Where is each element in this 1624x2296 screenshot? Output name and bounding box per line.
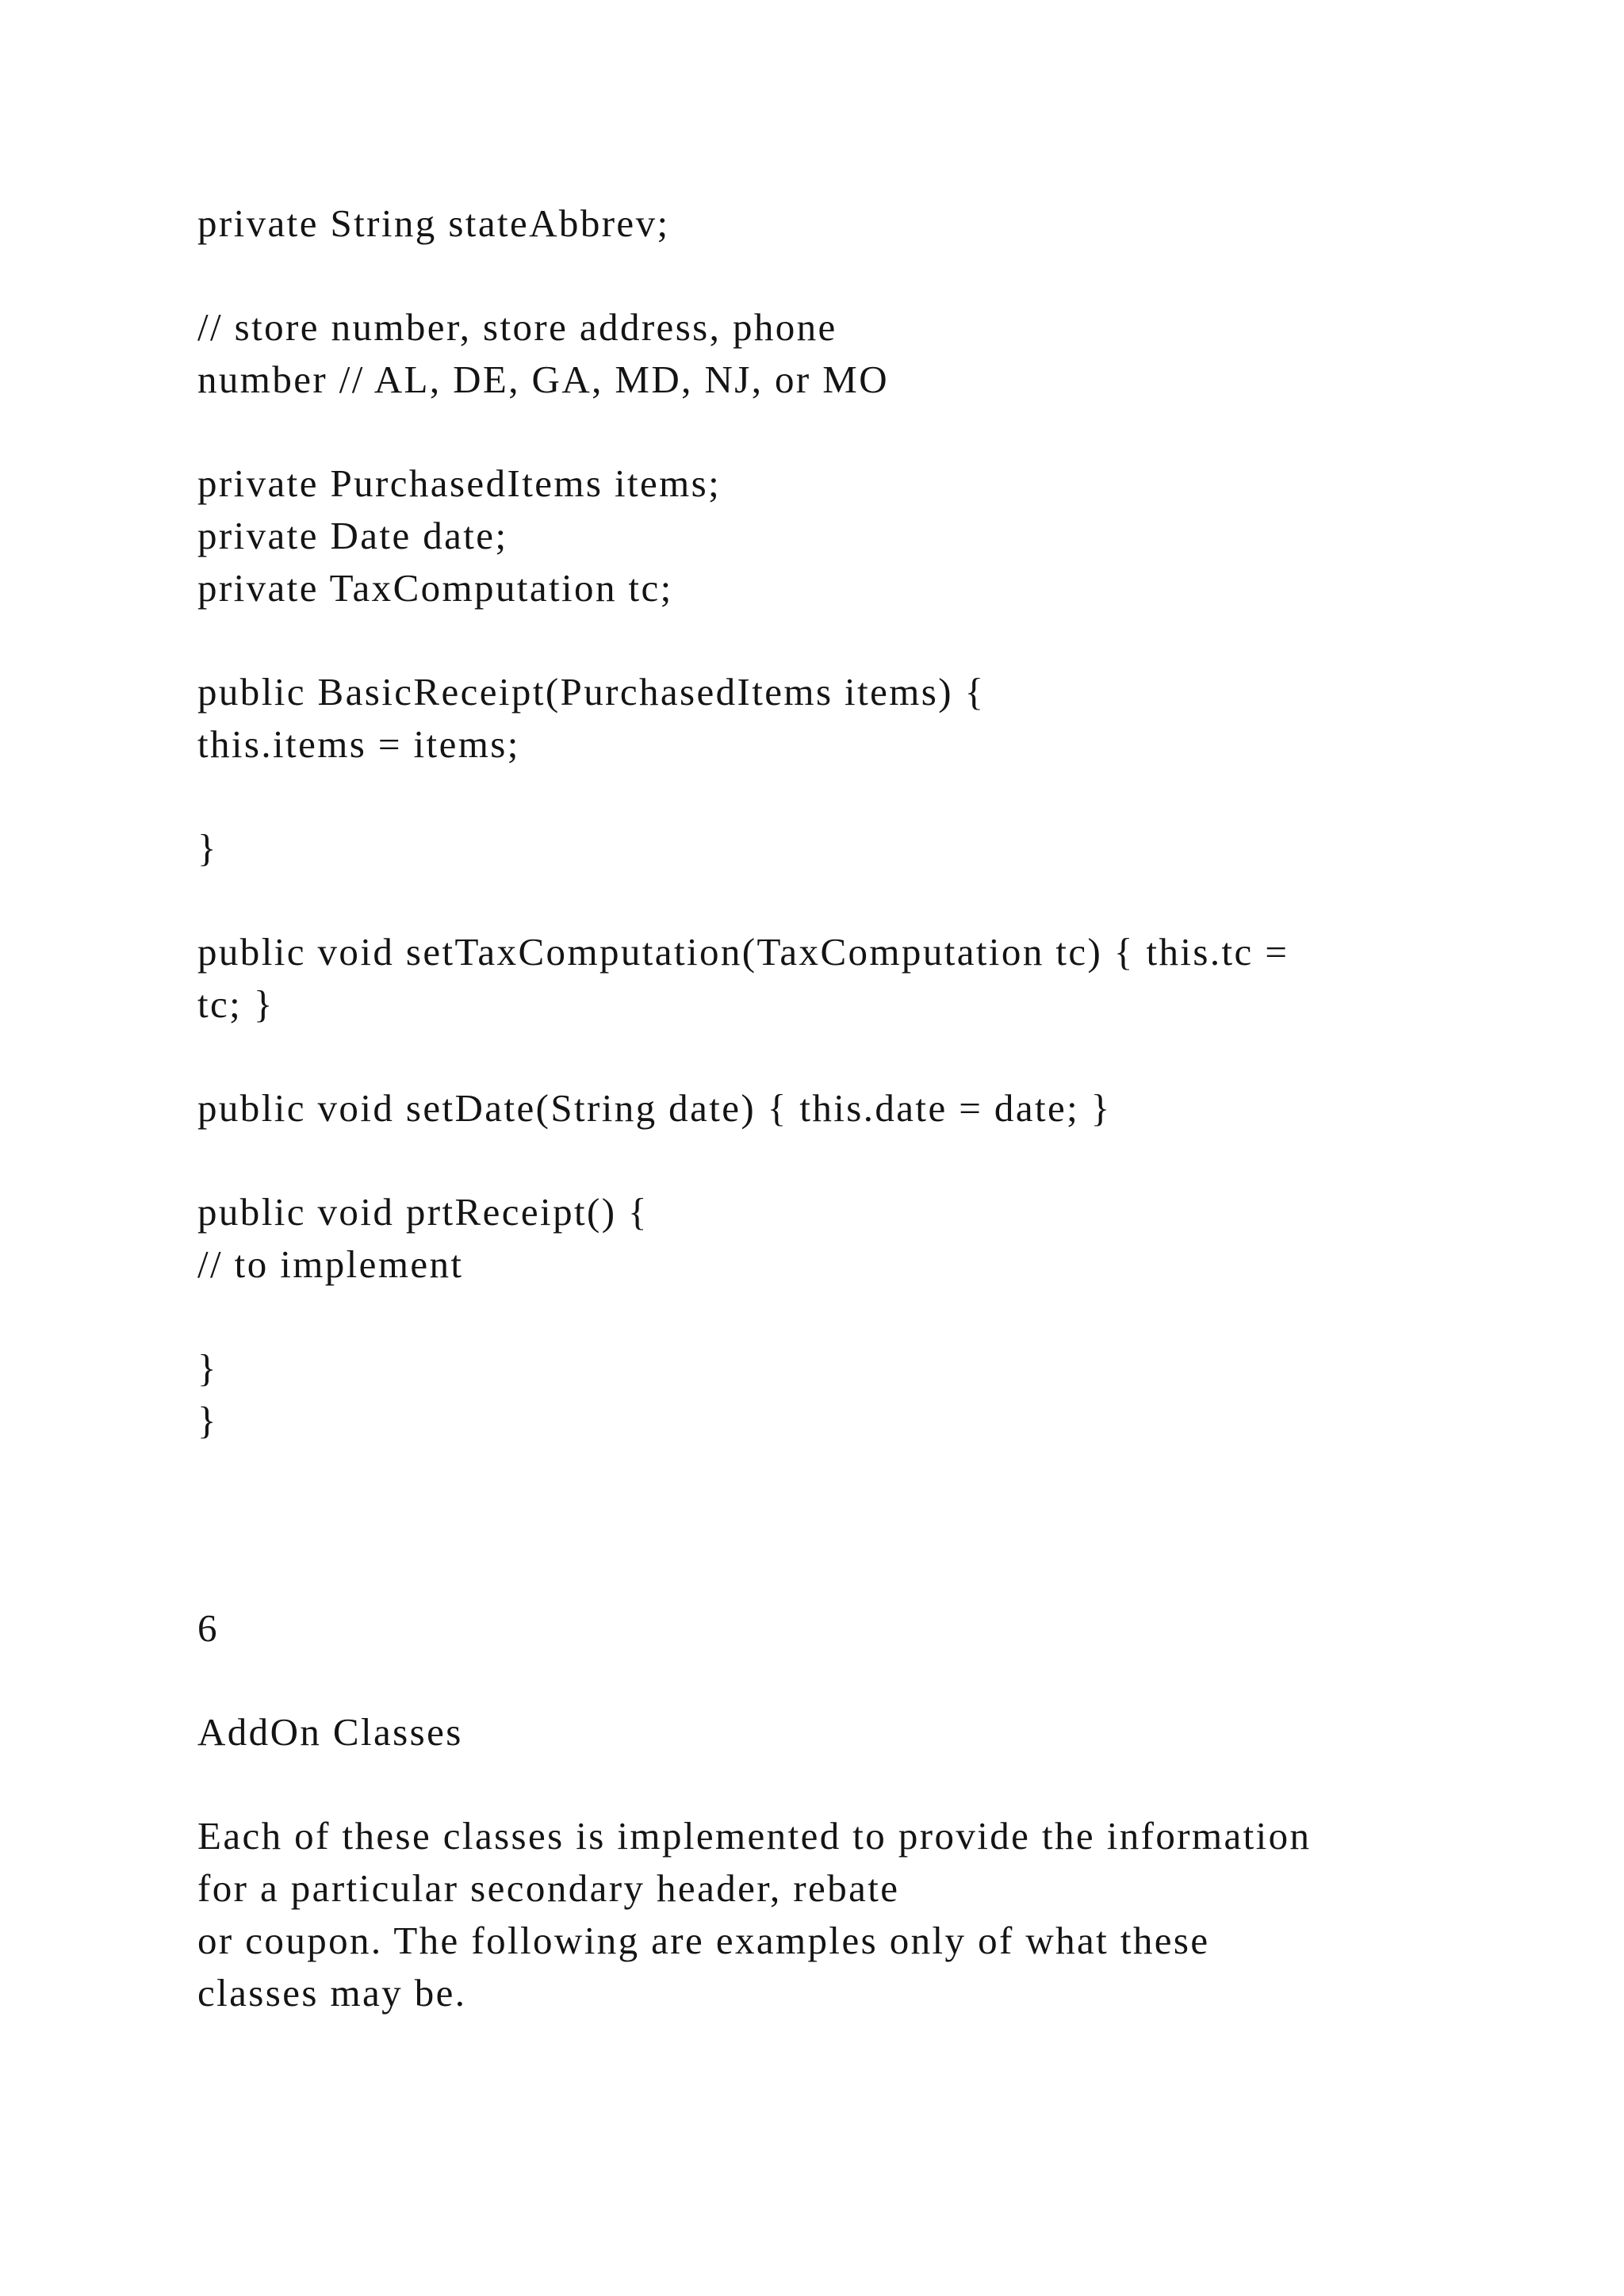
code-comment-store-info: // store number, store address, phone bbox=[197, 305, 837, 349]
code-comment-to-implement: // to implement bbox=[197, 1242, 464, 1286]
code-line-close-brace: } bbox=[197, 1399, 218, 1442]
code-line-state-abbrev: private String stateAbbrev; bbox=[197, 201, 670, 245]
code-line-prt-receipt: public void prtReceipt() { bbox=[197, 1190, 649, 1234]
body-paragraph-line: or coupon. The following are examples only of what these bbox=[197, 1919, 1210, 1962]
code-line-constructor: public BasicReceipt(PurchasedItems items) { bbox=[197, 670, 986, 714]
code-line-close-brace: } bbox=[197, 826, 218, 870]
code-line-tc-field: private TaxComputation tc; bbox=[197, 566, 673, 610]
code-line-set-tax-computation-cont: tc; } bbox=[197, 982, 274, 1026]
body-paragraph-line: Each of these classes is implemented to provide the information bbox=[197, 1814, 1312, 1858]
code-line-items-field: private PurchasedItems items; bbox=[197, 461, 722, 505]
code-line-assign-items: this.items = items; bbox=[197, 722, 520, 766]
code-line-close-brace: } bbox=[197, 1346, 218, 1390]
body-paragraph-line: for a particular secondary header, rebate bbox=[197, 1866, 900, 1910]
code-line-date-field: private Date date; bbox=[197, 514, 508, 557]
code-line-set-tax-computation: public void setTaxComputation(TaxComputation tc) { this.tc = bbox=[197, 930, 1289, 974]
code-line-set-date: public void setDate(String date) { this.date = date; } bbox=[197, 1086, 1112, 1130]
section-heading: AddOn Classes bbox=[197, 1710, 463, 1754]
body-paragraph-line: classes may be. bbox=[197, 1971, 467, 2015]
section-number: 6 bbox=[197, 1606, 219, 1650]
code-comment-states: number // AL, DE, GA, MD, NJ, or MO bbox=[197, 358, 890, 401]
